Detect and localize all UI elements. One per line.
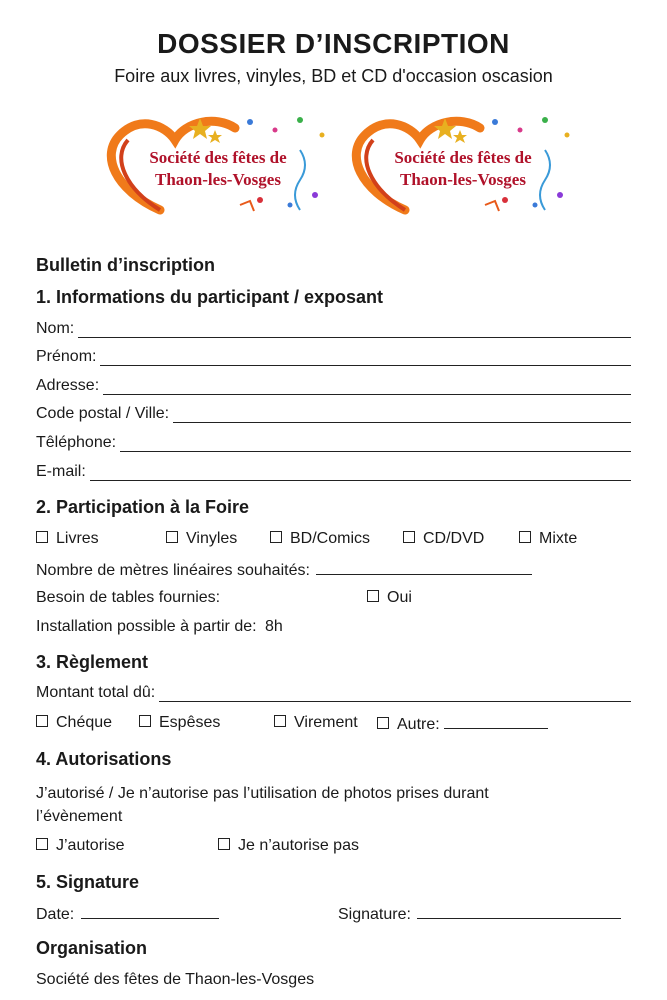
option-cd-dvd[interactable]: [403, 530, 484, 548]
logo-line-2: Thaon-les-Vosges: [155, 170, 281, 189]
field-nom[interactable]: [36, 320, 631, 338]
tables-label: Besoin de tables fournies:: [36, 589, 221, 606]
option-autre[interactable]: [377, 714, 548, 734]
checkbox-icon[interactable]: [403, 531, 415, 543]
option-livres[interactable]: [36, 530, 99, 548]
field-telephone[interactable]: [36, 434, 631, 452]
checkbox-icon[interactable]: [367, 590, 379, 602]
option-label: Virement: [294, 714, 358, 731]
field-code-postal-ville[interactable]: [36, 405, 631, 423]
installation-value: 8h: [265, 618, 283, 635]
logo-line-2: Thaon-les-Vosges: [400, 170, 526, 189]
checkbox-icon[interactable]: [166, 531, 178, 543]
date-field[interactable]: [36, 904, 219, 924]
checkbox-icon[interactable]: [36, 531, 48, 543]
section-4-title: 4. Autorisations: [36, 749, 172, 769]
code-postal-input-line[interactable]: [173, 408, 631, 423]
checkbox-icon[interactable]: [377, 717, 389, 729]
checkbox-icon[interactable]: [36, 715, 48, 727]
option-label: Oui: [387, 589, 412, 606]
option-bd-comics[interactable]: [270, 530, 370, 548]
form-heading: Bulletin d’inscription: [36, 255, 215, 275]
checkbox-icon[interactable]: [139, 715, 151, 727]
checkbox-icon[interactable]: [36, 838, 48, 850]
signature-input-line[interactable]: [417, 904, 621, 919]
option-label: BD/Comics: [290, 530, 371, 547]
field-montant[interactable]: [36, 684, 631, 702]
field-label: Prénom:: [36, 348, 97, 365]
section-5-title: 5. Signature: [36, 872, 140, 892]
option-j-autorise[interactable]: [36, 837, 124, 855]
signature-label: Signature:: [338, 906, 411, 923]
autorisation-text: J’autorisé / Je n’autorise pas l’utilisation de photos prises durant l’évènement: [36, 785, 489, 825]
nom-input-line[interactable]: [78, 323, 631, 338]
option-label: Espêses: [159, 714, 221, 731]
logo: [345, 110, 581, 218]
date-label: Date:: [36, 906, 75, 923]
logo: [100, 110, 336, 218]
option-label: Je n’autorise pas: [238, 837, 359, 854]
option-especes[interactable]: [139, 714, 220, 732]
field-label: E-mail:: [36, 463, 86, 480]
checkbox-icon[interactable]: [218, 838, 230, 850]
option-label: Autre:: [397, 716, 440, 733]
option-label: Livres: [56, 530, 99, 547]
field-label: Montant total dû:: [36, 684, 156, 701]
meters-input-line[interactable]: [316, 560, 532, 575]
option-virement[interactable]: [274, 714, 358, 732]
option-label: Mixte: [539, 530, 578, 547]
meters-label: Nombre de mètres linéaires souhaités:: [36, 562, 310, 579]
adresse-input-line[interactable]: [103, 380, 631, 395]
logo-line-1: Société des fêtes de: [149, 148, 287, 167]
option-tables-oui[interactable]: [367, 589, 412, 607]
email-input-line[interactable]: [90, 466, 631, 481]
option-cheque[interactable]: [36, 714, 112, 732]
field-label: Code postal / Ville:: [36, 405, 170, 422]
organisation-name: Société des fêtes de Thaon-les-Vosges: [36, 971, 315, 988]
logo-line-1: Société des fêtes de: [394, 148, 532, 167]
signature-field[interactable]: [338, 904, 621, 924]
section-2-title: 2. Participation à la Foire: [36, 497, 250, 517]
option-label: Chéque: [56, 714, 113, 731]
option-label: J’autorise: [56, 837, 125, 854]
field-email[interactable]: [36, 463, 631, 481]
checkbox-icon[interactable]: [270, 531, 282, 543]
field-label: Têléphone:: [36, 434, 117, 451]
autre-input-line[interactable]: [444, 714, 548, 729]
option-mixte[interactable]: [519, 530, 577, 548]
checkbox-icon[interactable]: [519, 531, 531, 543]
option-label: CD/DVD: [423, 530, 485, 547]
option-label: Vinyles: [186, 530, 238, 547]
document-subtitle: Foire aux livres, vinyles, BD et CD d'occasion oscasion: [114, 66, 553, 86]
prenom-input-line[interactable]: [100, 351, 631, 366]
installation-label: Installation possible à partir de:: [36, 618, 257, 635]
field-label: Adresse:: [36, 377, 100, 394]
montant-input-line[interactable]: [159, 687, 631, 702]
field-prenom[interactable]: [36, 348, 631, 366]
date-input-line[interactable]: [81, 904, 219, 919]
option-vinyles[interactable]: [166, 530, 237, 548]
meters-field[interactable]: [36, 560, 532, 580]
installation-row: [36, 618, 283, 636]
option-je-n-autorise-pas[interactable]: [218, 837, 359, 855]
checkbox-icon[interactable]: [274, 715, 286, 727]
document-title: DOSSIER D’INSCRIPTION: [157, 28, 510, 59]
field-label: Nom:: [36, 320, 75, 337]
organisation-title: Organisation: [36, 938, 148, 958]
telephone-input-line[interactable]: [120, 437, 631, 452]
section-3-title: 3. Règlement: [36, 652, 149, 672]
field-adresse[interactable]: [36, 377, 631, 395]
section-1-title: 1. Informations du participant / exposant: [36, 287, 384, 307]
